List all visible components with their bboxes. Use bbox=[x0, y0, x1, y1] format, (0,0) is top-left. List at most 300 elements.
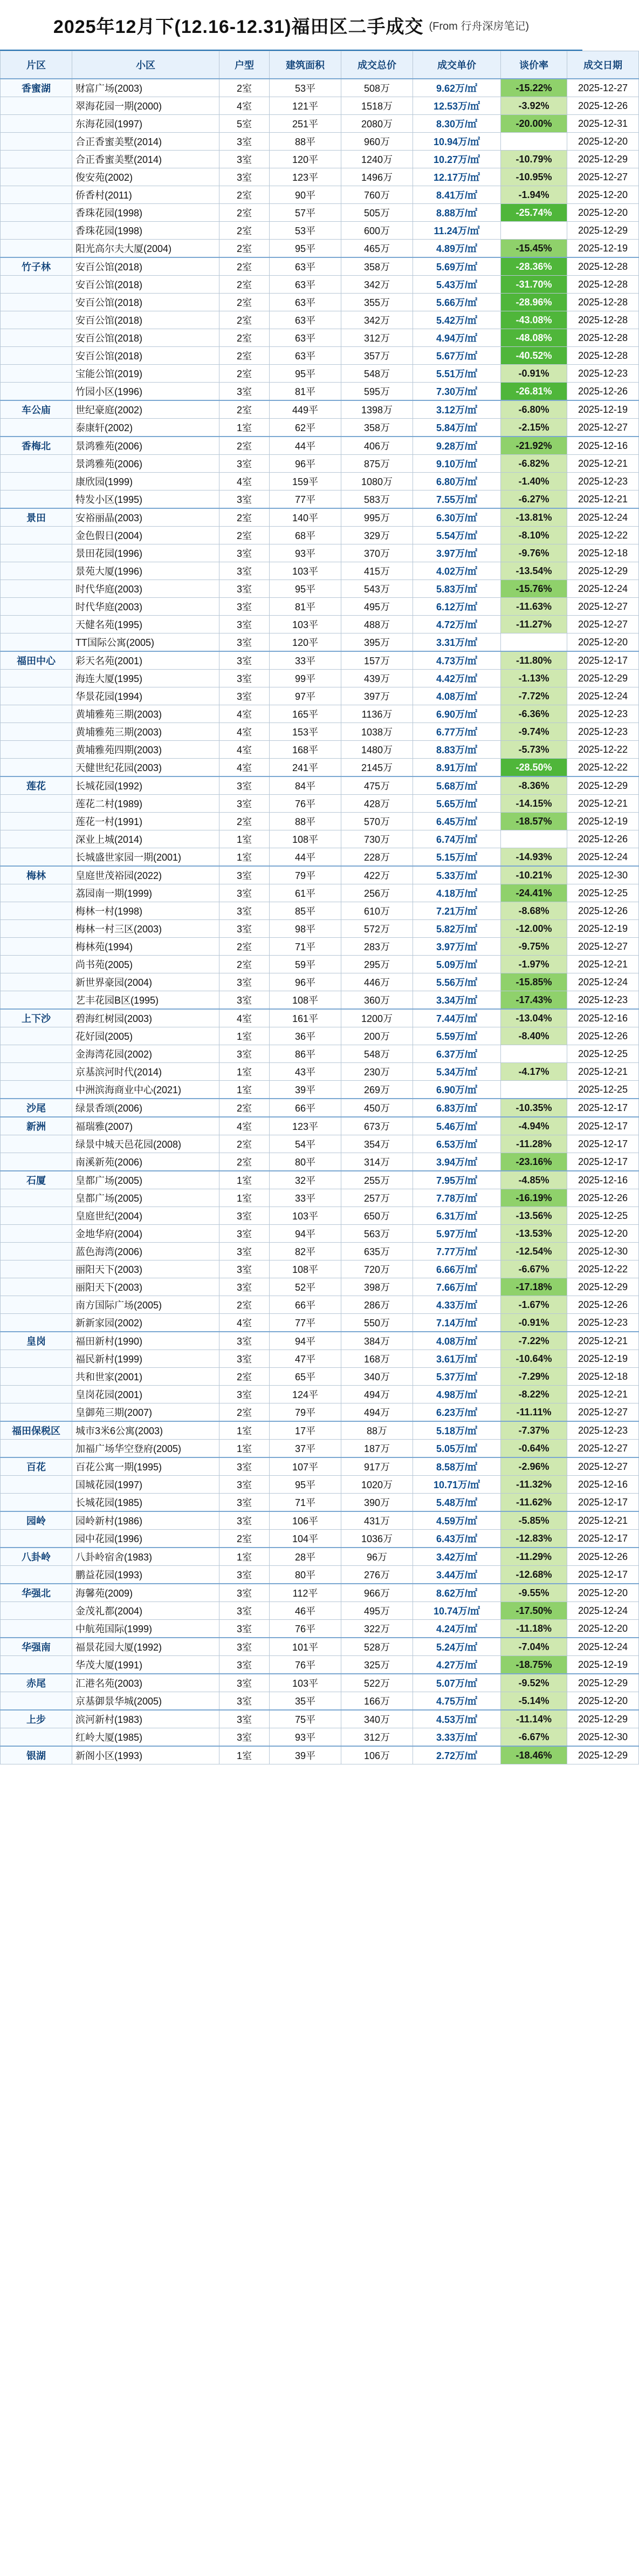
cell-discount-rate: -10.21% bbox=[501, 866, 567, 884]
cell-area: 107平 bbox=[270, 1457, 341, 1476]
cell-room-type: 3室 bbox=[219, 1692, 270, 1710]
cell-date: 2025-12-18 bbox=[567, 1368, 639, 1386]
table-row bbox=[1, 347, 639, 365]
cell-unit-price: 8.83万/㎡ bbox=[413, 741, 501, 759]
table-row bbox=[1, 776, 639, 795]
table-row bbox=[1, 294, 639, 311]
cell-community: 香珠花园(1998) bbox=[72, 204, 219, 222]
cell-date: 2025-12-21 bbox=[567, 490, 639, 509]
cell-community: 泰康轩(2002) bbox=[72, 419, 219, 437]
cell-area: 80平 bbox=[270, 1566, 341, 1584]
table-row bbox=[1, 813, 639, 830]
cell-discount-rate: -9.55% bbox=[501, 1584, 567, 1602]
cell-community: 长城花园(1992) bbox=[72, 776, 219, 795]
cell-room-type: 3室 bbox=[219, 1656, 270, 1674]
header-total: 成交总价 bbox=[341, 51, 413, 79]
cell-date: 2025-12-22 bbox=[567, 759, 639, 777]
cell-date: 2025-12-19 bbox=[567, 400, 639, 419]
cell-community: 荔园南一期(1999) bbox=[72, 884, 219, 902]
cell-community: 红岭大厦(1985) bbox=[72, 1728, 219, 1747]
cell-discount-rate: -31.70% bbox=[501, 276, 567, 294]
cell-district: 赤尾 bbox=[1, 1674, 72, 1692]
table-row bbox=[1, 580, 639, 598]
cell-district: 景田 bbox=[1, 508, 72, 527]
cell-unit-price: 5.59万/㎡ bbox=[413, 1027, 501, 1045]
cell-room-type: 1室 bbox=[219, 1421, 270, 1440]
cell-unit-price: 3.61万/㎡ bbox=[413, 1350, 501, 1368]
cell-district bbox=[1, 168, 72, 186]
cell-date: 2025-12-27 bbox=[567, 419, 639, 437]
cell-district bbox=[1, 1063, 72, 1081]
table-row bbox=[1, 1350, 639, 1368]
cell-discount-rate: -1.40% bbox=[501, 473, 567, 490]
cell-unit-price: 5.07万/㎡ bbox=[413, 1674, 501, 1692]
cell-district bbox=[1, 723, 72, 741]
cell-discount-rate: -7.29% bbox=[501, 1368, 567, 1386]
cell-discount-rate: -1.67% bbox=[501, 1296, 567, 1314]
cell-area: 44平 bbox=[270, 848, 341, 867]
cell-discount-rate: -26.81% bbox=[501, 383, 567, 401]
cell-district bbox=[1, 1440, 72, 1458]
cell-discount-rate: -8.10% bbox=[501, 527, 567, 544]
table-row bbox=[1, 1135, 639, 1153]
cell-unit-price: 6.23万/㎡ bbox=[413, 1403, 501, 1422]
table-row bbox=[1, 240, 639, 258]
cell-date: 2025-12-30 bbox=[567, 1243, 639, 1260]
table-row bbox=[1, 168, 639, 186]
cell-district bbox=[1, 598, 72, 616]
cell-total-price: 595万 bbox=[341, 383, 413, 401]
cell-area: 79平 bbox=[270, 1403, 341, 1422]
cell-room-type: 2室 bbox=[219, 1296, 270, 1314]
cell-community: 时代华庭(2003) bbox=[72, 598, 219, 616]
cell-area: 153平 bbox=[270, 723, 341, 741]
cell-area: 103平 bbox=[270, 1674, 341, 1692]
table-row bbox=[1, 329, 639, 347]
table-row bbox=[1, 1548, 639, 1566]
cell-unit-price: 6.31万/㎡ bbox=[413, 1207, 501, 1225]
table-row bbox=[1, 956, 639, 973]
cell-unit-price: 8.88万/㎡ bbox=[413, 204, 501, 222]
table-row bbox=[1, 115, 639, 133]
header-date: 成交日期 bbox=[567, 51, 639, 79]
table-row bbox=[1, 222, 639, 240]
cell-date: 2025-12-29 bbox=[567, 222, 639, 240]
cell-area: 52平 bbox=[270, 1278, 341, 1296]
cell-area: 65平 bbox=[270, 1368, 341, 1386]
cell-total-price: 340万 bbox=[341, 1710, 413, 1728]
cell-district: 银湖 bbox=[1, 1746, 72, 1764]
cell-area: 101平 bbox=[270, 1638, 341, 1656]
cell-room-type: 2室 bbox=[219, 204, 270, 222]
cell-community: 安百公馆(2018) bbox=[72, 276, 219, 294]
header-name: 小区 bbox=[72, 51, 219, 79]
cell-room-type: 1室 bbox=[219, 848, 270, 867]
cell-date: 2025-12-26 bbox=[567, 830, 639, 848]
cell-community: 合正香蜜美墅(2014) bbox=[72, 133, 219, 151]
cell-total-price: 398万 bbox=[341, 1278, 413, 1296]
cell-community: 丽阳天下(2003) bbox=[72, 1260, 219, 1278]
cell-area: 161平 bbox=[270, 1009, 341, 1027]
table-row bbox=[1, 455, 639, 473]
cell-room-type: 3室 bbox=[219, 168, 270, 186]
cell-area: 66平 bbox=[270, 1099, 341, 1117]
cell-unit-price: 4.72万/㎡ bbox=[413, 616, 501, 633]
cell-community: 汇港名苑(2003) bbox=[72, 1674, 219, 1692]
table-row bbox=[1, 866, 639, 884]
table-row bbox=[1, 79, 639, 97]
cell-unit-price: 7.55万/㎡ bbox=[413, 490, 501, 509]
cell-community: 香珠花园(1998) bbox=[72, 222, 219, 240]
cell-total-price: 384万 bbox=[341, 1332, 413, 1350]
cell-unit-price: 5.42万/㎡ bbox=[413, 311, 501, 329]
cell-community: 梅林一村三区(2003) bbox=[72, 920, 219, 938]
cell-date: 2025-12-24 bbox=[567, 687, 639, 705]
cell-total-price: 494万 bbox=[341, 1403, 413, 1422]
cell-district: 梅林 bbox=[1, 866, 72, 884]
cell-community: 百花公寓一期(1995) bbox=[72, 1457, 219, 1476]
cell-unit-price: 5.83万/㎡ bbox=[413, 580, 501, 598]
cell-community: 景苑大厦(1996) bbox=[72, 562, 219, 580]
cell-community: 康欣园(1999) bbox=[72, 473, 219, 490]
cell-date: 2025-12-27 bbox=[567, 1403, 639, 1422]
cell-discount-rate: -17.43% bbox=[501, 991, 567, 1010]
cell-unit-price: 7.77万/㎡ bbox=[413, 1243, 501, 1260]
cell-unit-price: 3.12万/㎡ bbox=[413, 400, 501, 419]
cell-total-price: 548万 bbox=[341, 365, 413, 383]
cell-unit-price: 10.27万/㎡ bbox=[413, 151, 501, 168]
cell-total-price: 286万 bbox=[341, 1296, 413, 1314]
cell-area: 17平 bbox=[270, 1421, 341, 1440]
table-row bbox=[1, 973, 639, 991]
cell-total-price: 508万 bbox=[341, 79, 413, 97]
cell-district: 沙尾 bbox=[1, 1099, 72, 1117]
cell-area: 93平 bbox=[270, 544, 341, 562]
cell-room-type: 1室 bbox=[219, 1548, 270, 1566]
cell-room-type: 2室 bbox=[219, 79, 270, 97]
cell-community: 财富广场(2003) bbox=[72, 79, 219, 97]
table-row bbox=[1, 1710, 639, 1728]
table-row bbox=[1, 1566, 639, 1584]
cell-district bbox=[1, 1620, 72, 1638]
cell-unit-price: 6.83万/㎡ bbox=[413, 1099, 501, 1117]
cell-date: 2025-12-20 bbox=[567, 1225, 639, 1243]
cell-discount-rate: -11.27% bbox=[501, 616, 567, 633]
table-row bbox=[1, 1332, 639, 1350]
cell-date: 2025-12-22 bbox=[567, 1260, 639, 1278]
cell-date: 2025-12-26 bbox=[567, 1027, 639, 1045]
cell-district bbox=[1, 687, 72, 705]
cell-discount-rate: -3.92% bbox=[501, 97, 567, 115]
cell-room-type: 3室 bbox=[219, 1494, 270, 1512]
cell-unit-price: 5.67万/㎡ bbox=[413, 347, 501, 365]
cell-date: 2025-12-22 bbox=[567, 527, 639, 544]
cell-discount-rate: -11.80% bbox=[501, 651, 567, 670]
cell-date: 2025-12-16 bbox=[567, 1476, 639, 1494]
cell-area: 123平 bbox=[270, 1117, 341, 1135]
cell-district bbox=[1, 115, 72, 133]
cell-community: 安百公馆(2018) bbox=[72, 311, 219, 329]
cell-date: 2025-12-20 bbox=[567, 204, 639, 222]
cell-discount-rate: -15.22% bbox=[501, 79, 567, 97]
table-row bbox=[1, 1746, 639, 1764]
cell-community: 安百公馆(2018) bbox=[72, 329, 219, 347]
cell-community: 东海花园(1997) bbox=[72, 115, 219, 133]
table-row bbox=[1, 1728, 639, 1747]
cell-unit-price: 5.24万/㎡ bbox=[413, 1638, 501, 1656]
cell-community: 滨河新村(1983) bbox=[72, 1710, 219, 1728]
cell-room-type: 4室 bbox=[219, 705, 270, 723]
cell-room-type: 4室 bbox=[219, 741, 270, 759]
cell-room-type: 3室 bbox=[219, 1260, 270, 1278]
table-row bbox=[1, 1225, 639, 1243]
cell-discount-rate bbox=[501, 1081, 567, 1099]
table-row bbox=[1, 1063, 639, 1081]
table-row bbox=[1, 795, 639, 813]
cell-discount-rate bbox=[501, 830, 567, 848]
cell-room-type: 3室 bbox=[219, 1638, 270, 1656]
cell-area: 103平 bbox=[270, 616, 341, 633]
cell-discount-rate: -28.50% bbox=[501, 759, 567, 777]
cell-total-price: 360万 bbox=[341, 991, 413, 1010]
cell-room-type: 2室 bbox=[219, 240, 270, 258]
cell-community: 京基滨河时代(2014) bbox=[72, 1063, 219, 1081]
cell-community: 莲花二村(1989) bbox=[72, 795, 219, 813]
table-body bbox=[1, 79, 639, 1764]
cell-room-type: 2室 bbox=[219, 813, 270, 830]
cell-community: 安百公馆(2018) bbox=[72, 294, 219, 311]
cell-date: 2025-12-24 bbox=[567, 508, 639, 527]
cell-discount-rate: -13.53% bbox=[501, 1225, 567, 1243]
cell-area: 120平 bbox=[270, 633, 341, 652]
cell-date: 2025-12-26 bbox=[567, 1548, 639, 1566]
cell-unit-price: 5.37万/㎡ bbox=[413, 1368, 501, 1386]
cell-area: 53平 bbox=[270, 222, 341, 240]
cell-community: 安百公馆(2018) bbox=[72, 347, 219, 365]
cell-total-price: 228万 bbox=[341, 848, 413, 867]
cell-area: 251平 bbox=[270, 115, 341, 133]
cell-total-price: 583万 bbox=[341, 490, 413, 509]
cell-date: 2025-12-27 bbox=[567, 1457, 639, 1476]
cell-total-price: 1080万 bbox=[341, 473, 413, 490]
table-row bbox=[1, 400, 639, 419]
cell-district: 华强南 bbox=[1, 1638, 72, 1656]
cell-unit-price: 5.34万/㎡ bbox=[413, 1063, 501, 1081]
cell-date: 2025-12-24 bbox=[567, 973, 639, 991]
cell-community: 彩天名苑(2001) bbox=[72, 651, 219, 670]
table-row bbox=[1, 1045, 639, 1063]
header-district: 片区 bbox=[1, 51, 72, 79]
cell-room-type: 2室 bbox=[219, 1153, 270, 1171]
cell-district bbox=[1, 1189, 72, 1207]
cell-area: 71平 bbox=[270, 1494, 341, 1512]
cell-date: 2025-12-21 bbox=[567, 956, 639, 973]
cell-unit-price: 6.74万/㎡ bbox=[413, 830, 501, 848]
cell-room-type: 3室 bbox=[219, 616, 270, 633]
cell-total-price: 495万 bbox=[341, 598, 413, 616]
cell-discount-rate: -8.68% bbox=[501, 902, 567, 920]
cell-district bbox=[1, 1225, 72, 1243]
cell-room-type: 3室 bbox=[219, 598, 270, 616]
cell-community: 合正香蜜美墅(2014) bbox=[72, 151, 219, 168]
cell-room-type: 4室 bbox=[219, 473, 270, 490]
cell-room-type: 3室 bbox=[219, 884, 270, 902]
cell-total-price: 230万 bbox=[341, 1063, 413, 1081]
table-row bbox=[1, 365, 639, 383]
cell-room-type: 3室 bbox=[219, 1386, 270, 1403]
cell-total-price: 357万 bbox=[341, 347, 413, 365]
cell-total-price: 1480万 bbox=[341, 741, 413, 759]
cell-date: 2025-12-26 bbox=[567, 383, 639, 401]
cell-district bbox=[1, 1314, 72, 1332]
cell-total-price: 2080万 bbox=[341, 115, 413, 133]
cell-area: 47平 bbox=[270, 1350, 341, 1368]
cell-date: 2025-12-29 bbox=[567, 151, 639, 168]
cell-unit-price: 5.69万/㎡ bbox=[413, 257, 501, 276]
cell-unit-price: 6.77万/㎡ bbox=[413, 723, 501, 741]
cell-date: 2025-12-29 bbox=[567, 1674, 639, 1692]
cell-area: 106平 bbox=[270, 1511, 341, 1530]
cell-unit-price: 6.12万/㎡ bbox=[413, 598, 501, 616]
table-row bbox=[1, 1368, 639, 1386]
cell-community: 鹏益花园(1993) bbox=[72, 1566, 219, 1584]
cell-discount-rate: -1.13% bbox=[501, 670, 567, 687]
cell-total-price: 1020万 bbox=[341, 1476, 413, 1494]
cell-date: 2025-12-23 bbox=[567, 473, 639, 490]
table-row bbox=[1, 902, 639, 920]
cell-date: 2025-12-29 bbox=[567, 1278, 639, 1296]
cell-unit-price: 5.54万/㎡ bbox=[413, 527, 501, 544]
cell-unit-price: 3.31万/㎡ bbox=[413, 633, 501, 652]
cell-discount-rate: -11.32% bbox=[501, 1476, 567, 1494]
cell-area: 108平 bbox=[270, 830, 341, 848]
cell-community: 丽阳天下(2003) bbox=[72, 1278, 219, 1296]
cell-community: 侨香村(2011) bbox=[72, 186, 219, 204]
cell-room-type: 3室 bbox=[219, 455, 270, 473]
cell-total-price: 157万 bbox=[341, 651, 413, 670]
cell-discount-rate: -6.67% bbox=[501, 1728, 567, 1747]
cell-total-price: 370万 bbox=[341, 544, 413, 562]
cell-area: 62平 bbox=[270, 419, 341, 437]
cell-unit-price: 5.09万/㎡ bbox=[413, 956, 501, 973]
cell-total-price: 312万 bbox=[341, 329, 413, 347]
cell-district: 园岭 bbox=[1, 1511, 72, 1530]
cell-discount-rate: -6.80% bbox=[501, 400, 567, 419]
cell-room-type: 3室 bbox=[219, 580, 270, 598]
table-row bbox=[1, 759, 639, 777]
cell-community: 福民新村(1999) bbox=[72, 1350, 219, 1368]
cell-discount-rate: -40.52% bbox=[501, 347, 567, 365]
cell-area: 104平 bbox=[270, 1530, 341, 1548]
cell-discount-rate: -9.52% bbox=[501, 1674, 567, 1692]
cell-unit-price: 8.30万/㎡ bbox=[413, 115, 501, 133]
cell-unit-price: 6.43万/㎡ bbox=[413, 1530, 501, 1548]
cell-room-type: 3室 bbox=[219, 902, 270, 920]
table-row bbox=[1, 1099, 639, 1117]
cell-area: 81平 bbox=[270, 383, 341, 401]
footer bbox=[0, 1764, 582, 1786]
cell-district bbox=[1, 311, 72, 329]
cell-area: 159平 bbox=[270, 473, 341, 490]
cell-district bbox=[1, 1027, 72, 1045]
table-row bbox=[1, 544, 639, 562]
cell-district: 福田保税区 bbox=[1, 1421, 72, 1440]
cell-date: 2025-12-21 bbox=[567, 455, 639, 473]
cell-total-price: 390万 bbox=[341, 1494, 413, 1512]
table-row bbox=[1, 490, 639, 509]
cell-room-type: 2室 bbox=[219, 276, 270, 294]
cell-unit-price: 5.05万/㎡ bbox=[413, 1440, 501, 1458]
cell-community: 海馨苑(2009) bbox=[72, 1584, 219, 1602]
cell-unit-price: 8.41万/㎡ bbox=[413, 186, 501, 204]
cell-unit-price: 7.78万/㎡ bbox=[413, 1189, 501, 1207]
cell-area: 63平 bbox=[270, 347, 341, 365]
cell-room-type: 2室 bbox=[219, 400, 270, 419]
cell-area: 36平 bbox=[270, 1027, 341, 1045]
cell-date: 2025-12-23 bbox=[567, 991, 639, 1010]
table-row bbox=[1, 1602, 639, 1620]
cell-total-price: 295万 bbox=[341, 956, 413, 973]
cell-district: 百花 bbox=[1, 1457, 72, 1476]
cell-discount-rate bbox=[501, 1045, 567, 1063]
cell-area: 93平 bbox=[270, 1728, 341, 1747]
cell-district bbox=[1, 1494, 72, 1512]
cell-unit-price: 7.30万/㎡ bbox=[413, 383, 501, 401]
cell-total-price: 168万 bbox=[341, 1350, 413, 1368]
cell-district bbox=[1, 240, 72, 258]
cell-district bbox=[1, 419, 72, 437]
cell-date: 2025-12-20 bbox=[567, 633, 639, 652]
cell-total-price: 465万 bbox=[341, 240, 413, 258]
cell-discount-rate: -17.18% bbox=[501, 1278, 567, 1296]
table-row bbox=[1, 1260, 639, 1278]
cell-date: 2025-12-20 bbox=[567, 133, 639, 151]
table-row bbox=[1, 705, 639, 723]
table-row bbox=[1, 1189, 639, 1207]
cell-total-price: 760万 bbox=[341, 186, 413, 204]
cell-area: 76平 bbox=[270, 1656, 341, 1674]
cell-unit-price: 4.98万/㎡ bbox=[413, 1386, 501, 1403]
cell-total-price: 96万 bbox=[341, 1548, 413, 1566]
cell-area: 79平 bbox=[270, 866, 341, 884]
cell-room-type: 4室 bbox=[219, 723, 270, 741]
cell-discount-rate: -23.16% bbox=[501, 1153, 567, 1171]
cell-date: 2025-12-29 bbox=[567, 670, 639, 687]
cell-area: 103平 bbox=[270, 562, 341, 580]
header-discount: 谈价率 bbox=[501, 51, 567, 79]
cell-district bbox=[1, 365, 72, 383]
cell-total-price: 917万 bbox=[341, 1457, 413, 1476]
cell-area: 241平 bbox=[270, 759, 341, 777]
cell-date: 2025-12-27 bbox=[567, 938, 639, 956]
header-area: 建筑面积 bbox=[270, 51, 341, 79]
cell-area: 68平 bbox=[270, 527, 341, 544]
cell-discount-rate: -15.85% bbox=[501, 973, 567, 991]
cell-district bbox=[1, 884, 72, 902]
cell-community: 黄埔雅苑三期(2003) bbox=[72, 705, 219, 723]
table-row bbox=[1, 616, 639, 633]
cell-date: 2025-12-24 bbox=[567, 1638, 639, 1656]
cell-district bbox=[1, 956, 72, 973]
cell-community: 福田新村(1990) bbox=[72, 1332, 219, 1350]
cell-area: 140平 bbox=[270, 508, 341, 527]
cell-date: 2025-12-26 bbox=[567, 1296, 639, 1314]
cell-unit-price: 8.62万/㎡ bbox=[413, 1584, 501, 1602]
cell-community: 金海湾花园(2002) bbox=[72, 1045, 219, 1063]
cell-unit-price: 4.73万/㎡ bbox=[413, 651, 501, 670]
cell-discount-rate: -7.22% bbox=[501, 1332, 567, 1350]
cell-total-price: 563万 bbox=[341, 1225, 413, 1243]
